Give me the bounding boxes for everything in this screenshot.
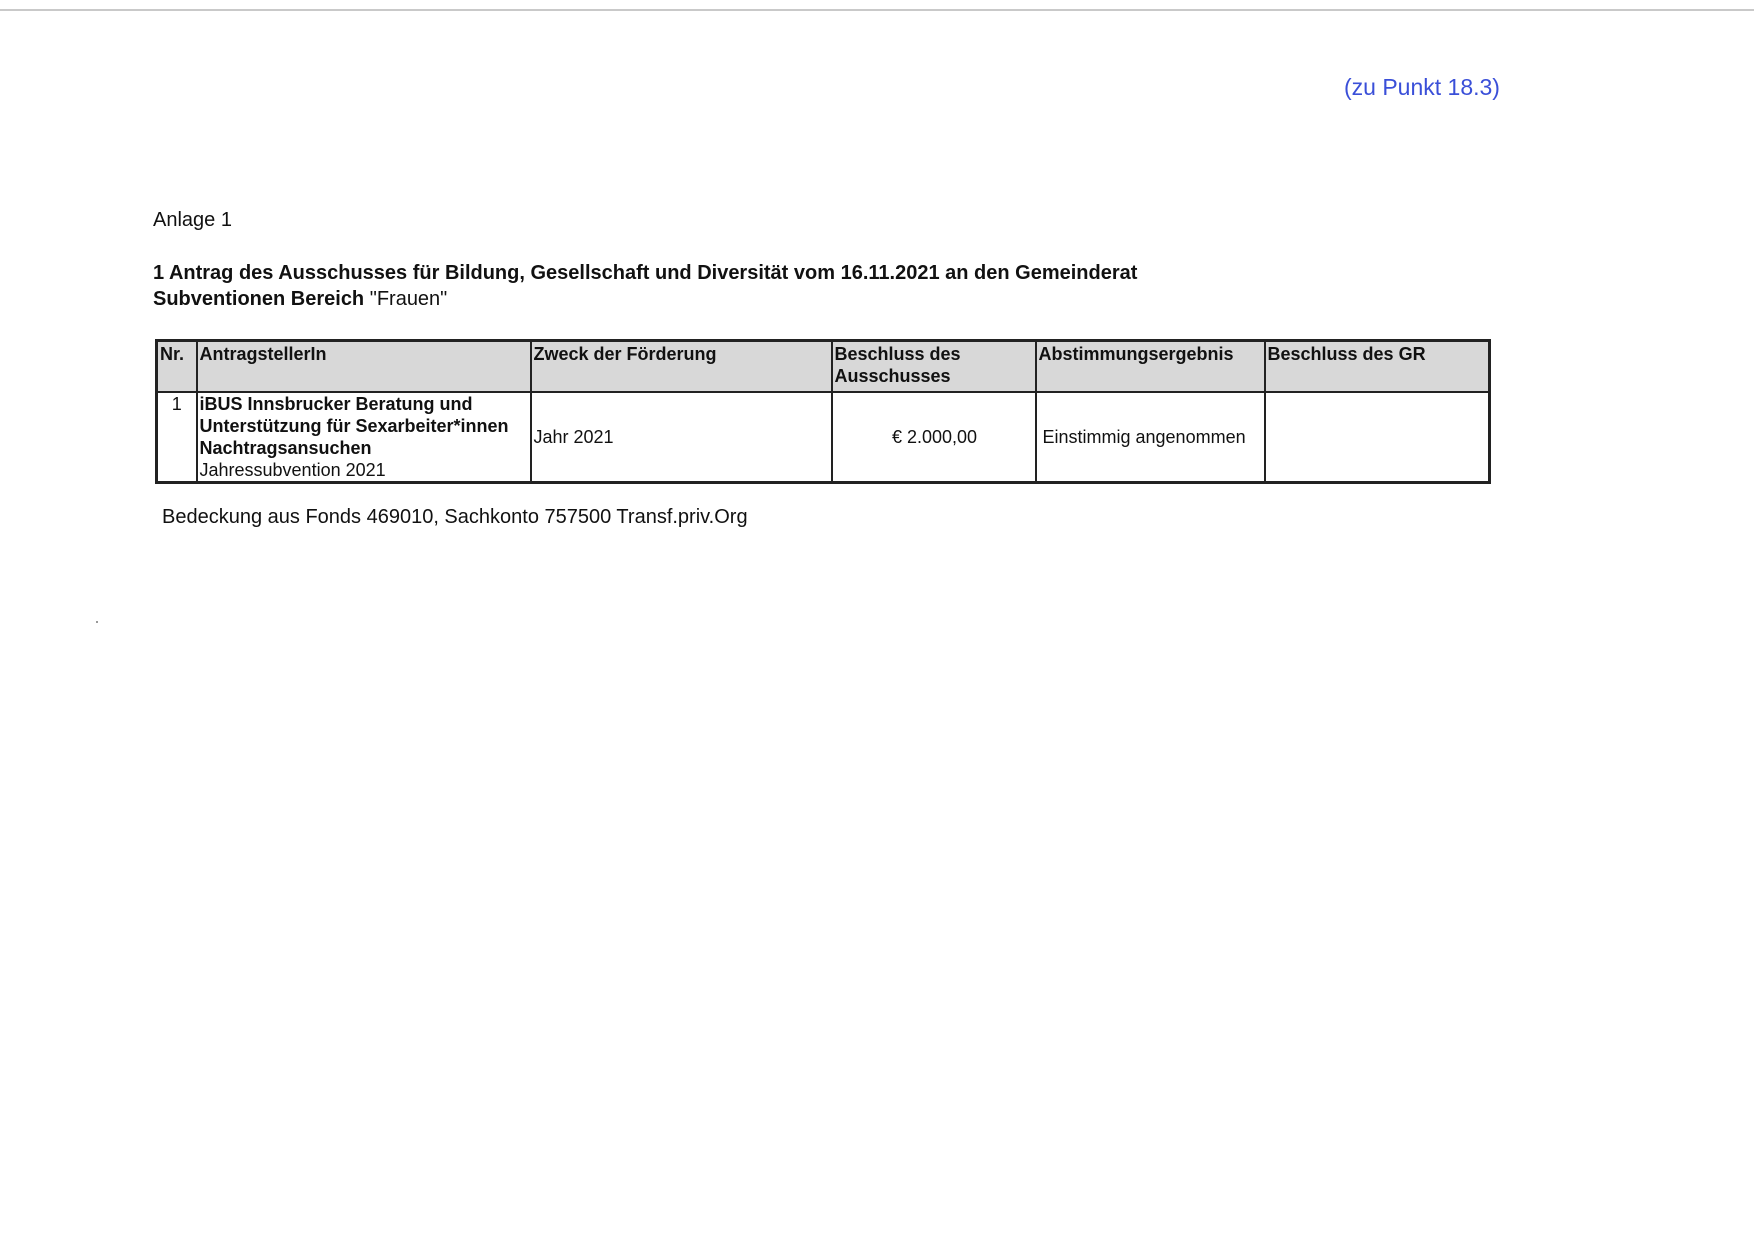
cell-nr: 1 (157, 392, 197, 483)
scan-top-edge (0, 9, 1754, 11)
applicant-line: Unterstützung für Sexarbeiter*innen (199, 416, 509, 436)
table-header-row (157, 341, 1490, 393)
cell-purpose: Jahr 2021 (531, 392, 832, 483)
subtitle-bold: Subventionen Bereich (153, 288, 365, 310)
header-applicant: AntragstellerIn (197, 341, 531, 393)
cell-gr-decision (1265, 392, 1490, 483)
applicant-line: iBUS Innsbrucker Beratung und (199, 394, 473, 414)
scan-speck (96, 621, 98, 623)
header-purpose: Zweck der Förderung (531, 341, 832, 393)
cell-vote-result: Einstimmig angenommen (1036, 392, 1265, 483)
header-committee-decision: Beschluss des Ausschusses (832, 341, 1036, 393)
reference-note: (zu Punkt 18.3) (1344, 74, 1500, 100)
subsidy-table (155, 339, 1491, 484)
table-row (157, 392, 1490, 483)
cell-applicant (197, 392, 531, 483)
header-nr: Nr. (157, 341, 197, 393)
header-vote-result: Abstimmungsergebnis (1036, 341, 1265, 393)
applicant-subline: Jahressubvention 2021 (199, 460, 386, 480)
subtitle-category: "Frauen" (364, 288, 448, 310)
applicant-line: Nachtragsansuchen (199, 438, 372, 458)
document-title: 1 Antrag des Ausschusses für Bildung, Gesellschaft und Diversität vom 16.11.2021 an den Gemeinderat (153, 262, 1138, 284)
header-gr-decision: Beschluss des GR (1265, 341, 1490, 393)
document-subtitle (153, 288, 447, 311)
cell-committee-decision: € 2.000,00 (832, 392, 1036, 483)
funding-note: Bedeckung aus Fonds 469010, Sachkonto 757500 Transf.priv.Org (162, 506, 748, 528)
attachment-label: Anlage 1 (153, 209, 232, 231)
